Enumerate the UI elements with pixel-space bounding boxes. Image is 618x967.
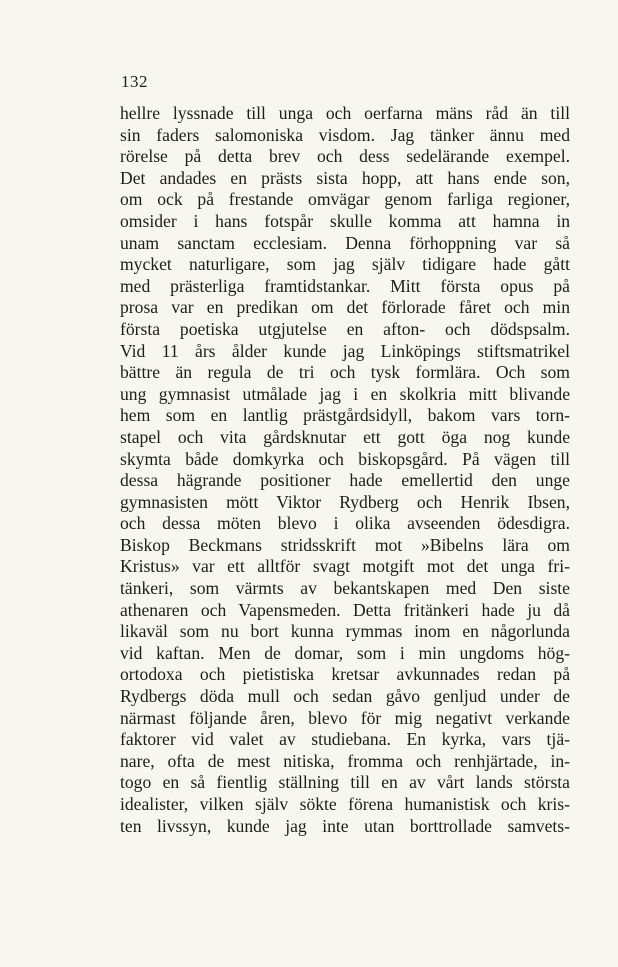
text-line: omsider i hans fotspår skulle komma att hamna in [120,210,570,231]
text-line: vid kaftan. Men de domar, som i min ungdoms hög- [120,642,570,663]
text-line: med prästerliga framtidstankar. Mitt första opus på [120,275,570,296]
text-line: hem som en lantlig prästgårdsidyll, bakom vars torn- [120,405,570,426]
text-line: prosa var en predikan om det förlorade fåret och min [120,297,570,318]
text-line: Det andades en prästs sista hopp, att hans ende son, [120,167,570,188]
text-line: hellre lyssnade till unga och oerfarna mäns råd än till [120,103,570,123]
text-line: faktorer vid valet av studiebana. En kyrka, vars tjä- [120,729,570,750]
page-number: 132 [121,72,148,91]
text-line: ten livssyn, kunde jag inte utan borttrollade samvets- [120,815,570,836]
text-line: stapel och vita gårdsknutar ett gott öga nog kunde [120,426,570,447]
text-line: om ock på frestande omvägar genom farliga regioner, [120,189,570,210]
text-line: närmast följande åren, blevo för mig negativt verkande [120,707,570,728]
text-line: likaväl som nu bort kunna rymmas inom en någorlunda [120,621,570,642]
body-text [120,103,570,837]
text-line: Kristus» var ett alltför svagt motgift mot det unga fri- [120,556,570,577]
text-line: Rydbergs döda mull och sedan gåvo genljud under de [120,686,570,707]
text-line: unam sanctam ecclesiam. Denna förhoppning var så [120,232,570,253]
text-line: mycket naturligare, som jag själv tidigare hade gått [120,254,570,275]
text-line: bättre än regula de tri och tysk formlära. Och som [120,362,570,383]
text-line: Biskop Beckmans stridsskrift mot »Bibelns lära om [120,534,570,555]
text-line: sin faders salomoniska visdom. Jag tänker ännu med [120,124,570,145]
text-line: ung gymnasist utmålade jag i en skolkria mitt blivande [120,383,570,404]
text-line: nare, ofta de mest nitiska, fromma och renhjärtade, in- [120,750,570,771]
text-line: gymnasisten mött Viktor Rydberg och Henrik Ibsen, [120,491,570,512]
text-line: togo en så fientlig ställning till en av vårt lands största [120,772,570,793]
text-line: ortodoxa och pietistiska kretsar avkunnades redan på [120,664,570,685]
text-line: Vid 11 års ålder kunde jag Linköpings stiftsmatrikel [120,340,570,361]
text-line: dessa hägrande positioner hade emellertid den unge [120,470,570,491]
text-line: och dessa möten blevo i olika avseenden ödesdigra. [120,513,570,534]
text-line: athenaren och Vapensmeden. Detta fritänkeri hade ju då [120,599,570,620]
text-line: tänkeri, som värmts av bekantskapen med Den siste [120,578,570,599]
text-line: rörelse på detta brev och dess sedelärande exempel. [120,146,570,167]
text-line: skymta både domkyrka och biskopsgård. På vägen till [120,448,570,469]
text-line: idealister, vilken själv sökte förena humanistisk och kris- [120,794,570,814]
text-line: första poetiska utgjutelse en afton- och dödspsalm. [120,318,570,339]
